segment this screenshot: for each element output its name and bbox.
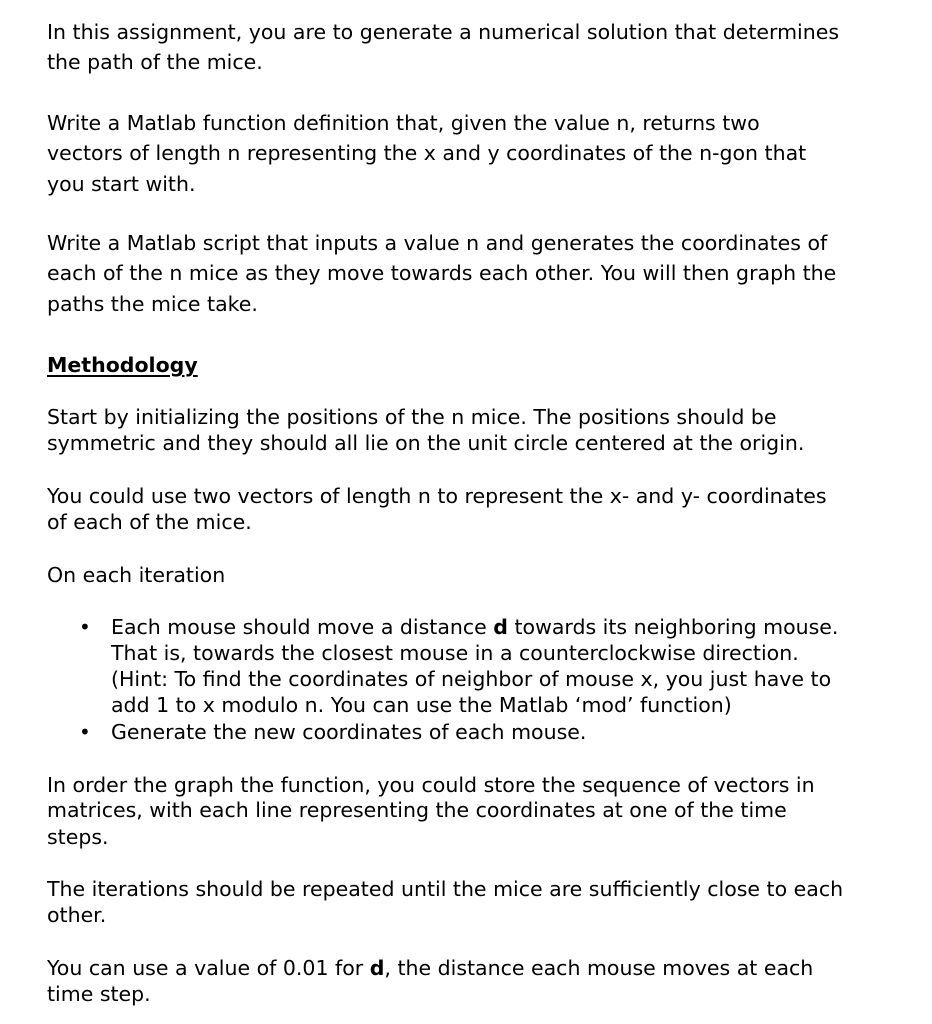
- intro-line-2: the path of the mice.: [47, 50, 263, 74]
- value-d-text-post: , the distance each mouse moves at each: [384, 956, 814, 980]
- bullet-1-text-pre: Each mouse should move a distance: [111, 615, 494, 639]
- graph-line-2: matrices, with each line representing the coordinates at one of the time: [47, 798, 787, 822]
- bullet-point-1: •: [79, 615, 91, 639]
- value-d-text-pre: You can use a value of 0.01 for: [47, 956, 370, 980]
- script-line-1: Write a Matlab script that inputs a value n and generates the coordinates of: [47, 231, 828, 255]
- value-d-line-2: time step.: [47, 982, 151, 1006]
- methodology-heading: Methodology: [47, 353, 198, 377]
- repeat-line-2: other.: [47, 903, 107, 927]
- init-line-1: Start by initializing the positions of the n mice. The positions should be: [47, 405, 777, 429]
- distance-d-bold-2: d: [369, 956, 385, 980]
- bullet-1-line-4: add 1 to x modulo n. You can use the Matlab ‘mod’ function): [111, 693, 732, 717]
- init-line-2: symmetric and they should all lie on the unit circle centered at the origin.: [47, 431, 805, 455]
- repeat-line-1: The iterations should be repeated until the mice are sufficiently close to each: [47, 877, 844, 901]
- function-def-line-2: vectors of length n representing the x and y coordinates of the n-gon that: [47, 141, 807, 165]
- script-line-3: paths the mice take.: [47, 292, 258, 316]
- value-d-line-1: [47, 956, 813, 980]
- bullet-1-line-1: [111, 615, 838, 639]
- distance-d-bold: d: [493, 615, 508, 639]
- function-def-line-3: you start with.: [47, 172, 196, 196]
- bullet-1-line-3: (Hint: To find the coordinates of neighbor of mouse x, you just have to: [111, 667, 832, 691]
- script-line-2: each of the n mice as they move towards each other. You will then graph the: [47, 261, 837, 285]
- graph-line-1: In order the graph the function, you could store the sequence of vectors in: [47, 773, 815, 797]
- bullet-1-line-2: That is, towards the closest mouse in a counterclockwise direction.: [111, 641, 799, 665]
- bullet-point-2: •: [79, 720, 91, 744]
- graph-line-3: steps.: [47, 825, 109, 849]
- function-def-line-1: Write a Matlab function definition that, given the value n, returns two: [47, 111, 760, 135]
- iteration-label: On each iteration: [47, 563, 226, 587]
- vectors-line-2: of each of the mice.: [47, 510, 252, 534]
- intro-line-1: In this assignment, you are to generate a numerical solution that determines: [47, 20, 840, 44]
- vectors-line-1: You could use two vectors of length n to represent the x- and y- coordinates: [47, 484, 827, 508]
- bullet-2-line-1: Generate the new coordinates of each mouse.: [111, 720, 587, 744]
- bullet-1-text-post: towards its neighboring mouse.: [507, 615, 839, 639]
